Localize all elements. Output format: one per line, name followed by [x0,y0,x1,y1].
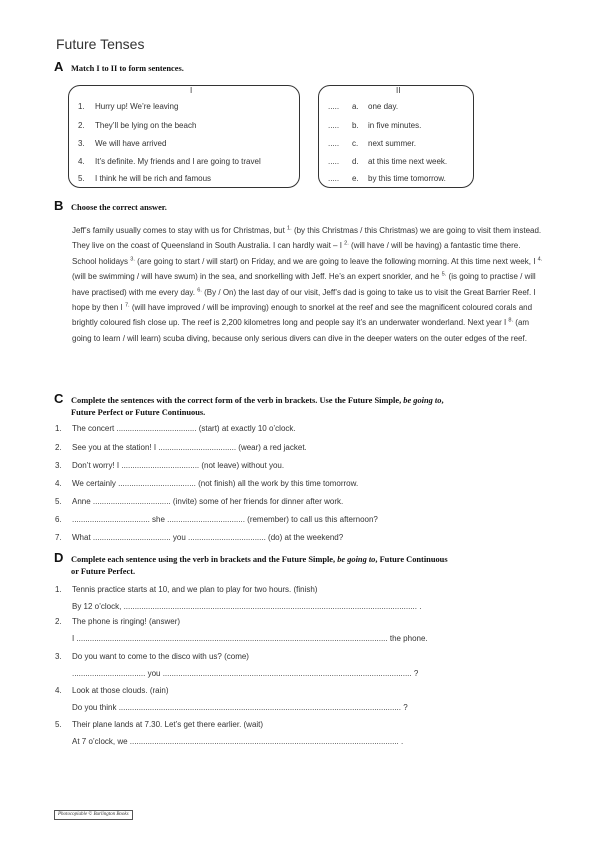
match-number: 1. [78,102,85,111]
section-a-letter: A [54,59,64,74]
answer-line: At 7 o’clock, we ......................................................................................................................... . [72,737,404,746]
match-sentence-start: It’s definite. My friends and I are going to travel [95,157,261,166]
paragraph-text: Jeff’s family usually comes to stay with us for Christmas, but [72,226,288,235]
match-sentence-start: We will have arrived [95,139,167,148]
gap-number: 5. [441,271,447,278]
paragraph-text: (will be swimming / will have swum) in the sea, and snorkelling with Jeff. He’s an expert snorkler, and he [72,272,442,282]
section-d-heading-line2: or Future Perfect. [71,566,136,576]
item-number: 3. [55,461,62,470]
item-number: 2. [55,443,62,452]
item-number: 1. [55,585,62,594]
item-text: We certainly ................................... (not finish) all the work by this time tomorrow. [72,479,359,488]
match-sentence-end: by this time tomorrow. [368,174,446,183]
column-ii-header: II [396,86,401,95]
match-sentence-end: in five minutes. [368,121,422,130]
copyright-footer: Photocopiable © Burlington Books [54,810,133,820]
match-letter: b. [352,121,359,130]
section-d-heading-part1: Complete each sentence using the verb in brackets and the Future Simple, [71,555,338,564]
exercise-item [55,585,317,594]
match-letter: e. [352,174,359,183]
section-c-letter: C [54,391,64,406]
section-b-paragraph [72,223,544,346]
match-number: 3. [78,139,85,148]
match-sentence-end: at this time next week. [368,157,448,166]
item-number: 6. [55,515,62,524]
item-prompt: Do you want to come to the disco with us? (come) [72,652,249,661]
section-a-heading: Match I to II to form sentences. [71,64,184,73]
item-number: 1. [55,424,62,433]
match-sentence-start: I think he will be rich and famous [95,174,212,183]
paragraph-text: (will have / will be having) a fantastic time there. School holidays [72,241,521,266]
match-number: 5. [78,174,85,183]
exercise-item [55,479,358,488]
match-sentence-start: Hurry up! We’re leaving [95,102,179,111]
match-sentence-end: next summer. [368,139,417,148]
answer-line: ................................. you ................................................................................................................ ? [72,669,419,678]
page-title: Future Tenses [56,36,145,52]
match-number: 4. [78,157,85,166]
match-letter: c. [352,139,359,148]
item-text: See you at the station! I ................................... (wear) a red jacket. [72,443,307,452]
section-d-heading [71,554,541,577]
gap-number: 4. [537,256,543,263]
item-prompt: Look at those clouds. (rain) [72,686,169,695]
item-number: 4. [55,479,62,488]
item-number: 7. [55,533,62,542]
match-sentence-start: They’ll be lying on the beach [95,121,197,130]
paragraph-text: (are going to start / will start) on Friday, and we are going to leave the following morning. At this time next week, I [134,256,538,266]
exercise-item [55,515,378,524]
exercise-item [55,720,263,729]
gap-number: 1. [287,225,292,232]
match-box-ii [318,85,474,188]
match-answer-blank: ..... [328,121,340,130]
exercise-item [55,497,343,506]
match-letter: d. [352,157,359,166]
item-number: 5. [55,497,62,506]
item-prompt: The phone is ringing! (answer) [72,617,181,626]
column-i-header: I [190,86,193,95]
paragraph-text: (is going to practise / will have practised) with me every day. [72,272,536,297]
exercise-item [55,652,249,661]
answer-line: I ............................................................................................................................................ the phone. [72,634,428,643]
match-answer-blank: ..... [328,157,340,166]
match-answer-blank: ..... [328,174,340,183]
gap-number: 8. [508,317,514,324]
match-answer-blank: ..... [328,102,340,111]
item-text: ................................... she ................................... (remember) to call us this afternoon? [72,515,378,524]
match-number: 2. [78,121,85,130]
paragraph-text: (am going to learn / will learn) scuba diving, because only serious divers can dive in the deeper waters on the outer edges of the reef. [72,318,530,343]
exercise-item [55,617,180,626]
section-c-heading-line2: Future Perfect or Future Continuous. [71,407,206,417]
item-number: 4. [55,686,62,695]
answer-line: Do you think ............................................................................................................................... ? [72,703,408,712]
section-d-letter: D [54,550,64,565]
section-c-heading-part1: Complete the sentences with the correct form of the verb in brackets. Use the Future Simple, [71,396,404,405]
exercise-item [55,533,343,542]
section-c-heading-italic: be going to [403,396,442,405]
exercise-item [55,424,296,433]
paragraph-text: (by this Christmas / this Christmas) we are going to visit them instead. They live on the coast of Queensland in South Australia. I can hardly wait – I [72,226,542,251]
section-d-heading-part2: , Future Continuous [375,555,448,564]
paragraph-text: (By / On) the last day of our visit, Jeff’s dad is going to take us to visit the Great Barrier Reef. I hope by then I [72,287,536,313]
item-number: 3. [55,652,62,661]
section-b-heading: Choose the correct answer. [71,203,167,212]
match-box-i [68,85,300,188]
section-d-heading-italic: be going to [337,555,376,564]
exercise-item [55,443,307,452]
section-c-heading-part2: , [441,396,444,405]
exercise-item [55,461,284,470]
item-number: 5. [55,720,62,729]
gap-number: 2. [344,240,349,247]
paragraph-text: (will have improved / will be improving) enough to snorkel at the reef and see the magnificent coloured corals and brightly coloured fish close up. The reef is 2,200 kilometres long and people say it’s an underwater wonderland. Next year I [72,303,533,328]
match-letter: a. [352,102,359,111]
item-text: Anne ................................... (invite) some of her friends for dinner after work. [72,497,344,506]
item-number: 2. [55,617,62,626]
item-text: What ................................... you ................................... (do) at the weekend? [72,533,344,542]
item-text: Don’t worry! I ................................... (not leave) without you. [72,461,285,470]
answer-line: By 12 o’clock, .................................................................................................................................... . [72,602,422,611]
match-answer-blank: ..... [328,139,340,148]
item-prompt: Their plane lands at 7.30. Let’s get there earlier. (wait) [72,720,264,729]
gap-number: 7. [124,302,130,309]
exercise-item [55,686,169,695]
section-c-heading [71,395,541,418]
item-prompt: Tennis practice starts at 10, and we plan to play for two hours. (finish) [72,585,318,594]
gap-number: 3. [130,256,135,263]
match-sentence-end: one day. [368,102,399,111]
item-text: The concert .................................... (start) at exactly 10 o’clock. [72,424,296,433]
gap-number: 6. [197,286,202,293]
section-b-letter: B [54,198,64,213]
